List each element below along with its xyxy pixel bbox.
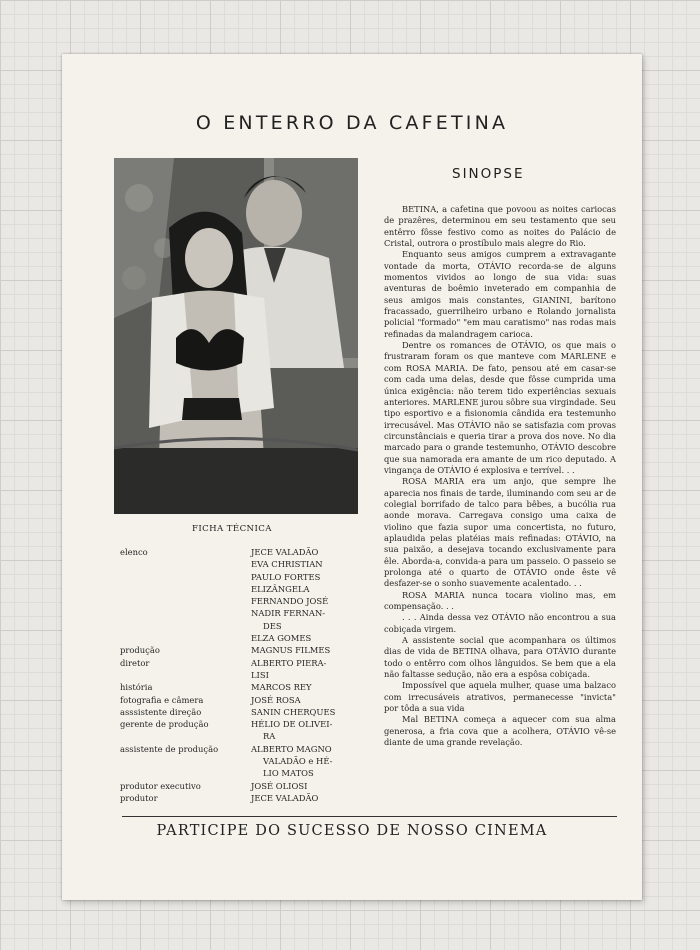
credit-names bbox=[251, 657, 365, 682]
credit-names bbox=[251, 546, 365, 644]
credit-role: história bbox=[120, 682, 153, 693]
credit-names bbox=[251, 681, 365, 693]
credit-name: LISI bbox=[251, 669, 269, 680]
footer-slogan: PARTICIPE DO SUCESSO DE NOSSO CINEMA bbox=[156, 823, 548, 839]
credit-name: ALBERTO MAGNO bbox=[251, 743, 332, 754]
credit-row bbox=[120, 657, 365, 682]
credit-row bbox=[120, 681, 365, 693]
film-still-photo bbox=[114, 158, 358, 514]
credit-name: SANIN CHERQUES bbox=[251, 706, 336, 717]
synopsis-paragraph: A assistente social que acompanhara os últimos dias de vida de BETINA olhava, para OTÁVIO durante todo o entêrro com olhos lânguidos. Se bem que a ela não faltasse sedução, não era a espôsa cobiçada. bbox=[384, 635, 616, 680]
synopsis-paragraph: Impossível que aquela mulher, quase uma balzaco com irrecusáveis atrativos, permanecesse "invicta" por tôda a sua vida bbox=[384, 680, 616, 714]
credit-row bbox=[120, 780, 365, 792]
synopsis-text bbox=[384, 204, 616, 749]
credits-list bbox=[120, 546, 365, 804]
credit-role: diretor bbox=[120, 657, 150, 668]
credit-names bbox=[251, 694, 365, 706]
credit-role: fotografia e câmera bbox=[120, 694, 204, 705]
credit-names bbox=[251, 718, 365, 743]
credit-row bbox=[120, 546, 365, 644]
sinopse-heading: SINOPSE bbox=[452, 166, 525, 182]
program-sheet bbox=[62, 54, 642, 900]
synopsis-paragraph: Enquanto seus amigos cumprem a extravagante vontade da morta, OTÁVIO recorda-se de alguns momentos vividos ao longo de sua vida: suas aventuras de boêmio inveterado em companhia de seus amigos mais constantes, GIANINI, barítono fracassado, guerrilheiro urbano e Rolando jornalista policial "formado" "em mau caratismo" nas rodas mais refinadas da malandragem carioca. bbox=[384, 249, 616, 339]
synopsis-paragraph: BETINA, a cafetina que povoou as noites cariocas de prazêres, determinou em seu testamento que seu entêrro fôsse festivo como as noites do Palácio de Cristal, outrora o prostíbulo mais alegre do Rio. bbox=[384, 204, 616, 249]
credit-role: asssistente direção bbox=[120, 706, 202, 717]
credit-name: ELZA GOMES bbox=[251, 633, 312, 644]
synopsis-paragraph: . . . Ainda dessa vez OTÁVIO não encontrou a sua cobiçada virgem. bbox=[384, 612, 616, 634]
credit-name: PAULO FORTES bbox=[251, 571, 321, 582]
credit-name: RA bbox=[263, 731, 276, 742]
credit-name: JECE VALADÃO bbox=[251, 792, 319, 803]
credit-name: ELIZÂNGELA bbox=[251, 583, 310, 594]
credit-role: produtor executivo bbox=[120, 780, 201, 791]
credit-name: FERNANDO JOSÉ bbox=[251, 596, 329, 607]
credit-role: assistente de produção bbox=[120, 743, 219, 754]
credit-name: VALADÃO e HÉ- bbox=[263, 756, 333, 767]
synopsis-paragraph: ROSA MARIA era um anjo, que sempre lhe aparecia nos finais de tarde, iluminando com seu ar de colegial borrifado de talco para bêbes, a bucólia rua aonde morava. Carregava consigo uma caixa de violino que fazia supor uma concertista, no futuro, aplaudida pelas platéias mais refinadas: OTÁVIO, na sua paixão, a desejava tocando exclusivamente para êle. Aborda-a, convida-a para um passeio. O passeio se prolonga até o quarto de OTÁVIO onde êste vê desfazer-se o sonho suavemente acalentado. . . bbox=[384, 476, 616, 589]
credit-row bbox=[120, 718, 365, 743]
credit-name: ALBERTO PIERA- bbox=[251, 657, 327, 668]
ficha-tecnica-heading: FICHA TÉCNICA bbox=[192, 524, 272, 534]
credit-name: JOSÉ ROSA bbox=[251, 694, 301, 705]
credit-row bbox=[120, 792, 365, 804]
credit-name: NADIR FERNAN- bbox=[251, 608, 326, 619]
footer-divider bbox=[122, 816, 617, 817]
credit-row bbox=[120, 706, 365, 718]
credit-name: JECE VALADÃO bbox=[251, 547, 319, 557]
credit-names bbox=[251, 780, 365, 792]
credit-row bbox=[120, 644, 365, 656]
film-title: O ENTERRO DA CAFETINA bbox=[195, 112, 509, 134]
credit-row bbox=[120, 694, 365, 706]
credit-name: MARCOS REY bbox=[251, 682, 312, 693]
credit-name: JOSÉ OLIOSI bbox=[251, 780, 308, 791]
credit-name: EVA CHRISTIAN bbox=[251, 559, 323, 570]
credit-role: produtor bbox=[120, 792, 158, 803]
credit-role: gerente de produção bbox=[120, 719, 209, 730]
synopsis-paragraph: Mal BETINA começa a aquecer com sua alma generosa, a fria cova que a acolhera, OTÁVIO vê-se diante de uma grande revelação. bbox=[384, 714, 616, 748]
synopsis-paragraph: ROSA MARIA nunca tocara violino mas, em compensação. . . bbox=[384, 589, 616, 612]
credit-names bbox=[251, 792, 365, 804]
credit-name: MAGNUS FILMES bbox=[251, 645, 331, 656]
credit-name: LIO MATOS bbox=[263, 768, 314, 779]
credit-name: HÉLIO DE OLIVEI- bbox=[251, 719, 333, 730]
credit-name: DES bbox=[263, 620, 282, 631]
credit-names bbox=[251, 706, 365, 718]
credit-role: produção bbox=[120, 645, 160, 656]
synopsis-paragraph: Dentre os romances de OTÁVIO, os que mais o frustraram foram os que manteve com MARLENE e com ROSA MARIA. De fato, pensou até em casar-se com cada uma delas, desde que fôsse cumprida uma única exigência: não terem tido experiências sexuais anteriores. MARLENE jurou sôbre sua virgindade. Seu tipo esportivo e a fisionomia cândida era testemunho irrecusável. Mas OTÁVIO não se satisfazia com provas circunstânciais e queria tirar a prova dos nove. No dia marcado para o grande testemunho, OTÁVIO descobre que sua namorada era amante de um rico deputado. A vingança de OTÁVIO é explosiva e terrível. . . bbox=[384, 340, 616, 475]
credit-names bbox=[251, 644, 365, 656]
credit-role: elenco bbox=[120, 547, 148, 557]
credit-row bbox=[120, 743, 365, 780]
credit-names bbox=[251, 743, 365, 780]
